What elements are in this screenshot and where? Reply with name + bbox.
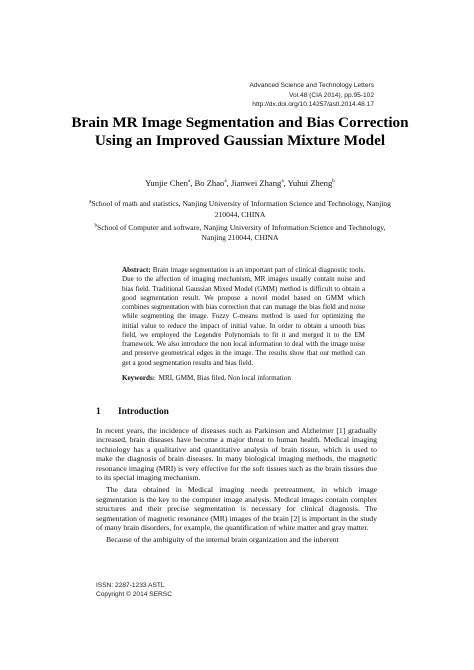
author-affiliation-mark: a (281, 178, 284, 185)
affiliation (85, 233, 395, 244)
author-list: Yunjie Chen$^a$, Bo Zhao$^a$, Jianwei Zhang$^a$, Yuhui Zheng$^b$ (145, 178, 335, 188)
issn-line: ISSN: 2287-1233 ASTL (96, 582, 165, 589)
abstract (122, 266, 365, 368)
affiliation-mark: a (89, 199, 92, 205)
author-name: Yuhui Zheng (287, 178, 333, 188)
journal-header (249, 81, 374, 110)
journal-name: Advanced Science and Technology Letters (249, 82, 374, 89)
section-number: 1 (96, 407, 101, 417)
keywords (122, 374, 372, 383)
keywords-label: Keywords: (122, 374, 156, 382)
section-title: Introduction (118, 407, 169, 417)
body-text (96, 426, 377, 548)
author-name: Yunjie Chen (145, 178, 188, 188)
author-affiliation-mark: a (224, 178, 227, 185)
affiliation-text: School of Computer and software, Nanjing University of Information Science and Technology, (97, 223, 386, 232)
affiliation-text: School of math and statistics, Nanjing University of Information Science and Technology, Nanjing 210044, CHINA (91, 199, 391, 219)
author-name: Jianwei Zhang (230, 178, 282, 188)
copyright-line: Copyright © 2014 SERSC (96, 591, 172, 598)
body-paragraph: Because of the ambiguity of the internal brain organization and the inherent (106, 535, 339, 545)
page-footer (96, 581, 172, 599)
affiliation-mark: b (94, 223, 98, 229)
affiliation (85, 199, 395, 221)
doi-link[interactable]: http://dx.doi.org/10.14257/astl.2014.48.17 (252, 101, 374, 109)
author-affiliation-mark: a (187, 178, 191, 185)
journal-volume: Vol.48 (CIA 2014), pp.95-102 (288, 91, 374, 99)
abstract-label: Abstract: (122, 266, 151, 274)
section-heading (96, 406, 169, 418)
body-paragraph: The data obtained in Medical imaging needs pretreatment, in which image segmentation is the key to the computer image analysis. Medical images contain complex structures and their precise segmentation is necessary for clinical diagnosis. The segmentation of magnetic resonance (MR) images of the brain [2] is important in the study of many brain disorders, for example, the quantification of white matter and gray matter. (96, 485, 377, 533)
body-paragraph: In recent years, the incidence of diseases such as Parkinson and Alzheimer [1] gradually increased, brain diseases have become a major threat to human health. Medical imaging technology has a qualitative and quantitative analysis of brain tissue, which is used to make the diagnosis of brain diseases. In many biological imaging methods, the magnetic resonance imaging (MRI) is very effective for the soft tissues such as the brain tissues due to its special imaging mechanism. (96, 426, 377, 483)
affiliation-text: Nanjing 210044, CHINA (201, 233, 279, 242)
keywords-text: MRI, GMM, Bias filed, Non local information (158, 374, 291, 382)
abstract-text: Brain image segmentation is an important part of clinical diagnostic tools. Due to the affection of imaging mechanism, MR images usually contain noise and bias field. Traditional Gaussian Mixed Model (GMM) method is difficult to obtain a good segmentation result. We propose a novel model based on GMM which combines segmentation with bias correction that can manage the bias field and noise while segmenting the image. Fuzzy C-means method is used for optimizing the initial value to reduce the impact of initial value. In order to obtain a smooth bias field, we employed the Legendre Polynomials to fit it and merged it to the EM framework. We also introduce the non local information to deal with the image noise and preserve geometrical edges in the image. The results show that our method can get a good segmentation results and bias field. (122, 266, 365, 367)
author-name: Bo Zhao (194, 178, 225, 188)
author-affiliation-mark: b (332, 178, 335, 185)
paper-title: Brain MR Image Segmentation and Bias Correction Using an Improved Gaussian Mixture Model (71, 114, 409, 149)
